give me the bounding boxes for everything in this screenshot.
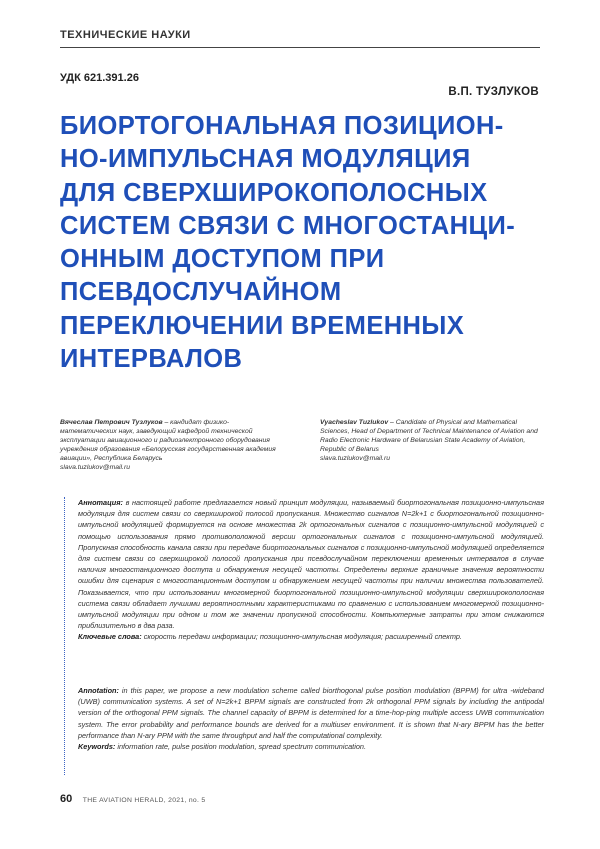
dotted-rule [64,497,65,775]
keywords-en [78,741,544,752]
abstract-ru [78,497,544,643]
abstract-en-label: Annotation: [78,686,119,695]
author-bio-en [320,418,542,463]
author-name: В.П. ТУЗЛУКОВ [448,86,539,98]
title-line: СИСТЕМ СВЯЗИ С МНОГОСТАНЦИ- [60,211,516,240]
abstract-box [60,497,544,775]
title-line: ПЕРЕКЛЮЧЕНИИ ВРЕМЕННЫХ [60,311,465,340]
bio-ru-text: – кандидат физико-математических наук, заведующий кафедрой технической эксплуатации авиационного и радиоэлектронного оборудования учреждения образования «Белорусская государственная академия авиации», Республика Беларусь [60,419,276,462]
abstract-ru-label: Аннотация: [78,498,123,507]
abstract-en-text: in this paper, we propose a new modulation scheme called biorthogonal pulse position modulation (BPPM) for ultra -wideband (UWB) communication systems. A set of N=2k+1 BPPM signals are constructed from 2k orthogonal PPM signals by including the antipodal version of the orthogonal PPM signals. The channel capacity of BPPM is determined for a time-hop-ping multiple access UWB communication system. The error probability and performance bounds are derived for a multiuser environment. It is shown that N-ary BPPM has the better performance than N-ary PPM with the same throughput and half the computational complexity. [78,686,544,740]
keywords-en-text: information rate, pulse position modulation, spread spectrum communication. [115,742,366,752]
keywords-ru-text: скорость передачи информации; позиционно-импульсная модуляция; расширенный спектр. [141,632,462,642]
keywords-en-label: Keywords: [78,742,116,752]
bio-en-email[interactable]: slava.tuzlukov@mail.ru [320,455,390,462]
bio-en-text: – Candidate of Physical and Mathematical Sciences, Head of Department of Technical Maintenance of Aviation and Radio Electronic Hardware of Belarusian State Academy of Aviation, Republic of Belarus [320,419,538,453]
udc-code: УДК 621.391.26 [60,72,139,84]
page-footer [60,793,205,805]
section-label: ТЕХНИЧЕСКИЕ НАУКИ [60,29,191,41]
article-title [60,110,550,376]
bio-ru-name: Вячеслав Петрович Тузлуков [60,419,163,426]
title-line: ОННЫМ ДОСТУПОМ ПРИ [60,245,385,274]
abstract-ru-text: в настоящей работе предлагается новый принцип модуляции, называемый биортогональная позиционно-импульсная модуляция для систем связи со сверхширокой полосой пропускания. Множество сигналов N=2k+1 с биортогональной позиционно-импульсной модуляцией формируется на основе множества 2k ортогональных сигналов с позиционно-импульсной модуляцией с помощью использования прямо противоположной версии ортогональных сигналов с позиционно-импульсной модуляцией. Пропускная способность канала связи при передаче биортогональных сигналов с позиционно-импульсной модуляцией определяется для систем связи со сверхширокой полосой пропускания при псевдослучайном переключении временных интервалов в случае наличия многостанционного доступа и обнаружения несущей частоты. Определены верхние граничные значения вероятности ошибки для сценария с многостанционным доступом и обнаружением несущей частоты при наличии множества пользователей. Показывается, что при использовании многомерной биортогональной позиционно-импульсной модуляции сверхширокополосная система связи обладает лучшими вероятностными характеристиками по сравнению с использованием многомерной позиционно-импульсной модуляции при одном и том же значении пропускной способности. Компьютерные затраты при этом снижаются приблизительно в два раза. [78,498,544,631]
journal-name: THE AVIATION HERALD, 2021, no. 5 [82,797,206,804]
title-line: ИНТЕРВАЛОВ [60,345,243,374]
title-line: НО-ИМПУЛЬСНАЯ МОДУЛЯЦИЯ [60,145,471,174]
keywords-ru-label: Ключевые слова: [78,632,142,642]
bio-en-name: Vyacheslav Tuzlukov [320,419,389,426]
title-line: ДЛЯ СВЕРХШИРОКОПОЛОСНЫХ [60,178,488,207]
bio-ru-email[interactable]: slava.tuzlukov@mail.ru [60,464,130,471]
title-line: ПСЕВДОСЛУЧАЙНОМ [60,278,342,307]
page-header [60,25,540,48]
title-line: БИОРТОГОНАЛЬНАЯ ПОЗИЦИОН- [60,112,504,140]
keywords-ru [78,631,544,642]
page-number: 60 [60,793,73,805]
author-bio-ru [60,418,280,472]
abstract-en [78,685,544,752]
